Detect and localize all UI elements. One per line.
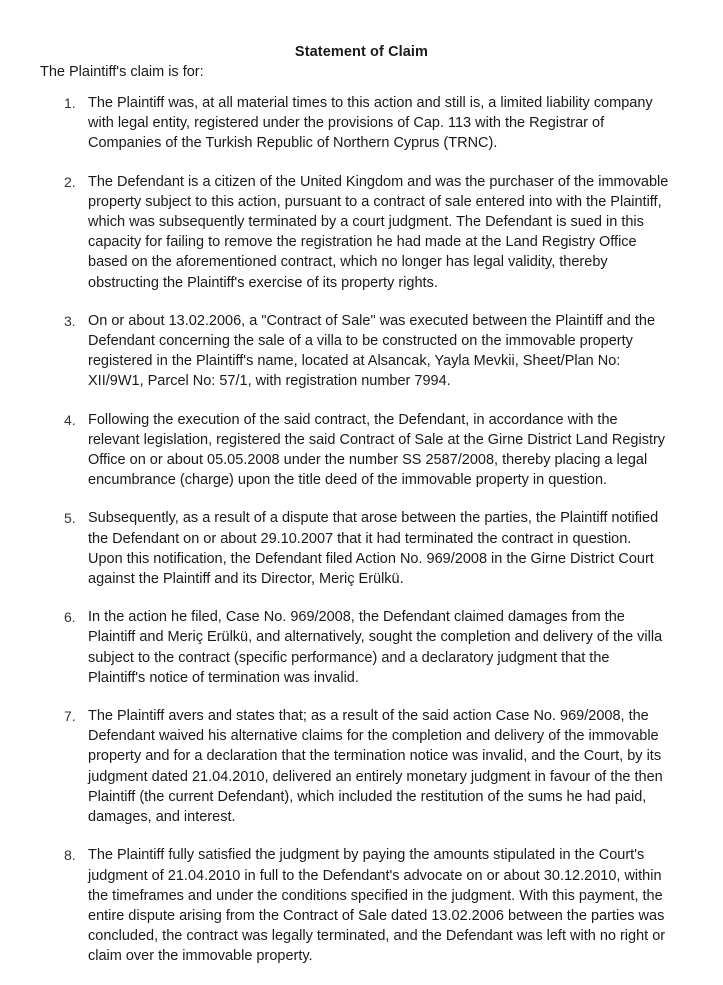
claim-number: 7. xyxy=(64,708,76,725)
claim-text: The Plaintiff fully satisfied the judgment by paying the amounts stipulated in the Court's judgment of 21.04.2010 in full to the Defendant's advocate on or about 30.12.2010, within the timeframes and under the conditions specified in the judgment. With this payment, the entire dispute arising from the Contract of Sale dated 13.02.2006 between the parties was concluded, the contract was legally terminated, and the Defendant was left with no right or claim over the immovable property. xyxy=(88,847,666,965)
claim-number: 8. xyxy=(64,847,76,864)
claim-item xyxy=(0,93,723,154)
claim-text: The Plaintiff avers and states that; as a result of the said action Case No. 969/2008, the Defendant waived his alternative claims for the completion and delivery of the immovable property and for a declaration that the termination notice was invalid, and the Court, by its judgment dated 21.04.2010, delivered an entirely monetary judgment in favour of the then Plaintiff (the current Defendant), which included the restitution of the sums he had paid, damages, and interest. xyxy=(88,708,663,826)
claim-intro: The Plaintiff's claim is for: xyxy=(40,64,204,80)
claim-text: Following the execution of the said contract, the Defendant, in accordance with the relevant legislation, registered the said Contract of Sale at the Girne District Land Registry Office on or about 05.05.2008 under the number SS 2587/2008, thereby placing a legal encumbrance (charge) upon the title deed of the immovable property in question. xyxy=(88,411,666,489)
claim-number: 6. xyxy=(64,609,76,626)
claim-number: 5. xyxy=(64,510,76,527)
claim-item xyxy=(0,311,723,392)
claim-item xyxy=(0,845,723,966)
claim-item xyxy=(0,410,723,491)
claim-number: 3. xyxy=(64,312,76,329)
document-title: Statement of Claim xyxy=(294,44,429,60)
claim-number: 4. xyxy=(64,411,76,428)
claim-item xyxy=(0,172,723,293)
claim-text: Subsequently, as a result of a dispute that arose between the parties, the Plaintiff notified the Defendant on or about 29.10.2007 that it had terminated the contract in question. Upon this notification, the Defendant filed Action No. 969/2008 in the Girne District Court against the Plaintiff and its Director, Meriç Erülkü. xyxy=(88,510,659,588)
claims-list xyxy=(0,93,723,985)
claim-number: 2. xyxy=(64,173,76,190)
claim-number: 1. xyxy=(64,95,76,111)
claim-text: In the action he filed, Case No. 969/2008, the Defendant claimed damages from the Plaintiff and Meriç Erülkü, and alternatively, sought the completion and delivery of the villa subject to the contract (specific performance) and a declaratory judgment that the Plaintiff's notice of termination was invalid. xyxy=(88,609,663,686)
claim-item xyxy=(0,508,723,589)
claim-text: On or about 13.02.2006, a "Contract of Sale" was executed between the Plaintiff and the Defendant concerning the sale of a villa to be constructed on the immovable property registered in the Plaintiff's name, located at Alsancak, Yayla Mevkii, Sheet/Plan No: XII/9W1, Parcel No: 57/1, with registration number 7994. xyxy=(88,312,656,390)
claim-item xyxy=(0,706,723,827)
claim-text: The Plaintiff was, at all material times to this action and still is, a limited liability company with legal entity, registered under the provisions of Cap. 113 with the Registrar of Companies of the Turkish Republic of Northern Cyprus (TRNC). xyxy=(88,95,653,152)
claim-text: The Defendant is a citizen of the United Kingdom and was the purchaser of the immovable property subject to this action, pursuant to a contract of sale entered into with the Plaintiff, which was subsequently terminated by a court judgment. The Defendant is sued in this capacity for failing to remove the registration he had made at the Land Registry Office based on the aforementioned contract, which no longer has legal validity, thereby obstructing the Plaintiff's exercise of its property rights. xyxy=(88,173,669,291)
claim-item xyxy=(0,607,723,688)
